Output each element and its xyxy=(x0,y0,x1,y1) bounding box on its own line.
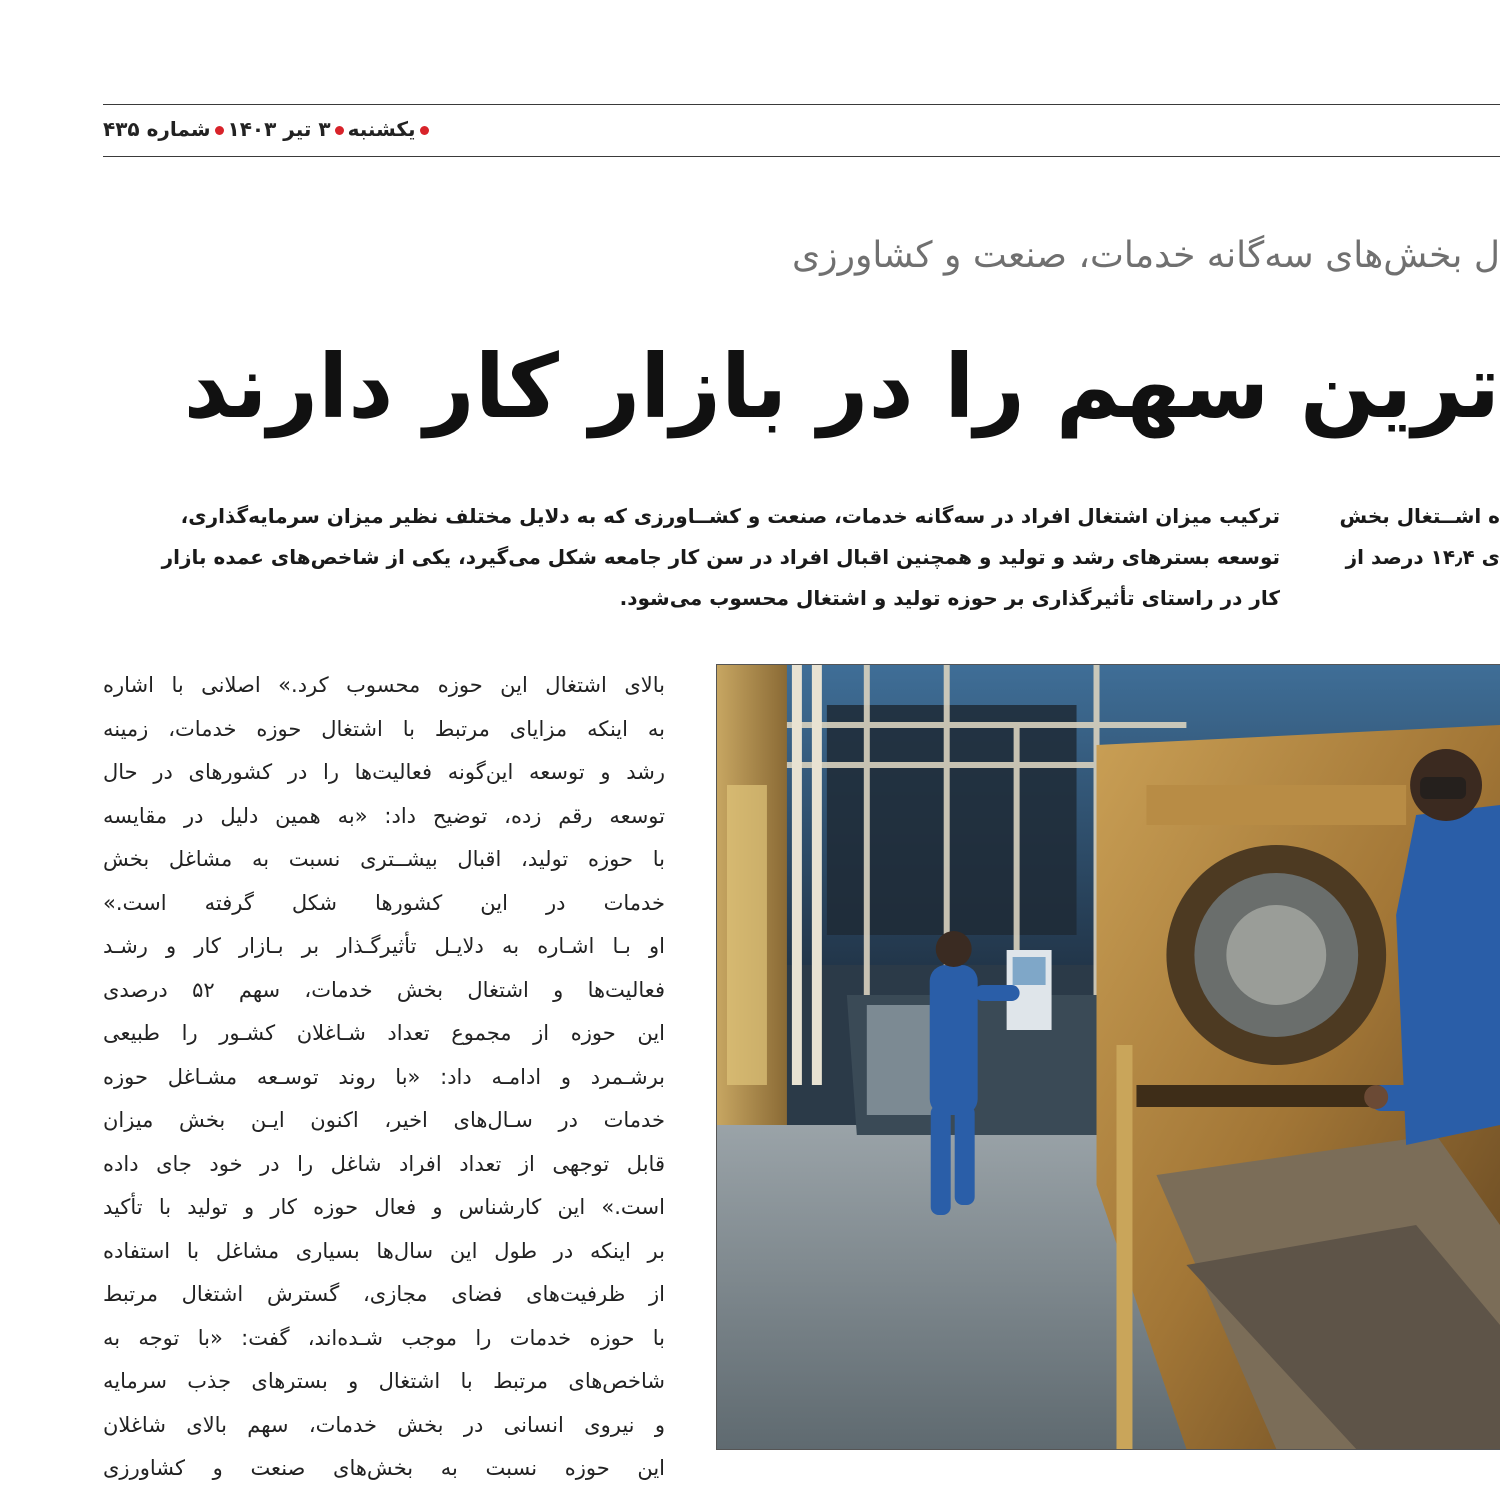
lead-line: کار در راستای تأثیرگذاری بر حوزه تولید و اشتغال محسوب می‌شود. xyxy=(619,586,1280,610)
body-line: بر اینکه در طول این سال‌ها بسیاری مشاغل با استفاده xyxy=(103,1238,665,1263)
article-lead xyxy=(103,496,1280,618)
factory-photo xyxy=(716,664,1500,1450)
body-line: این حوزه نسبت به بخش‌های صنعت و کشاورزی xyxy=(103,1456,665,1480)
body-line: برشـمرد و ادامـه داد: «با روند توسـعه مشـاغل حوزه xyxy=(103,1064,665,1089)
bullet-dot-icon xyxy=(215,126,224,135)
body-line: فعالیت‌ها و اشتغال بخش خدمات، سهم ۵۲ درصدی xyxy=(103,977,665,1002)
body-line: بالای اشتغال این حوزه محسوب کرد.» اصلانی با اشاره xyxy=(103,673,665,697)
body-line: قابل توجهی از تعداد افراد شاغل را در خود جای داده xyxy=(103,1151,665,1176)
article-kicker: ل بخش‌های سه‌گانه خدمات، صنعت و کشاورزی xyxy=(792,235,1500,276)
article-headline: ترین سهم را در بازار کار دارند xyxy=(183,335,1500,438)
body-line: خدمات در این کشورها شکل گرفته است.» xyxy=(103,890,665,915)
body-line: رشد و توسعه این‌گونه فعالیت‌ها را در کشورهای در حال xyxy=(103,760,665,784)
body-line: و نیروی انسانی در بخش خدمات، سهم بالای شاغلان xyxy=(103,1412,665,1437)
dateline-day: یکشنبه xyxy=(347,117,416,141)
header-top-rule xyxy=(103,104,1500,105)
header-bottom-rule xyxy=(103,156,1500,157)
article-body-column xyxy=(103,664,665,1480)
dateline-date: ۳ تیر ۱۴۰۳ xyxy=(227,117,331,141)
dateline xyxy=(103,112,443,146)
body-line: به اینکه مزایای مرتبط با اشتغال حوزه خدمات، زمینه xyxy=(103,716,665,741)
body-line: خدمات در سـال‌های اخیر، اکنون ایـن بخش میزان xyxy=(103,1108,665,1132)
adjacent-column-lead xyxy=(1332,496,1500,580)
lead-line: ی ۱۴٫۴ درصد از xyxy=(1345,545,1500,569)
body-line: توسعه رقم زده، توضیح داد: «به همین دلیل در مقایسه xyxy=(103,803,665,828)
lead-line: ه اشــتغال بخش xyxy=(1339,504,1500,528)
lead-line: توسعه بسترهای رشد و تولید و همچنین اقبال افراد در سن کار جامعه شکل می‌گیرد، یکی از شاخص‌های عمده بازار xyxy=(161,545,1280,569)
body-line: این حوزه از مجموع تعداد شـاغلان کشـور را طبیعی xyxy=(103,1021,665,1045)
factory-photo-illustration xyxy=(717,665,1500,1449)
body-line: است.» این کارشناس و فعال حوزه کار و تولید با تأکید xyxy=(103,1195,665,1219)
bullet-dot-icon xyxy=(335,126,344,135)
dateline-issue: شماره ۴۳۵ xyxy=(103,117,211,141)
body-line: او بـا اشـاره به دلایـل تأثیرگـذار بر بـازار کار و رشـد xyxy=(103,934,665,958)
body-line: با حوزه خدمات را موجب شـده‌اند، گفت: «با توجه به xyxy=(103,1325,665,1350)
bullet-dot-icon xyxy=(420,126,429,135)
body-line: شاخص‌های مرتبط با اشتغال و بسترهای جذب سرمایه xyxy=(103,1369,665,1393)
body-line: با حوزه تولید، اقبال بیشــتری نسبت به مشاغل بخش xyxy=(103,847,665,871)
lead-line: ترکیب میزان اشتغال افراد در سه‌گانه خدمات، صنعت و کشــاورزی که به دلایل مختلف نظیر میزان سرمایه‌گذاری، xyxy=(180,504,1280,528)
body-line: از ظرفیت‌های فضای مجازی، گسترش اشتغال مرتبط xyxy=(103,1282,665,1306)
